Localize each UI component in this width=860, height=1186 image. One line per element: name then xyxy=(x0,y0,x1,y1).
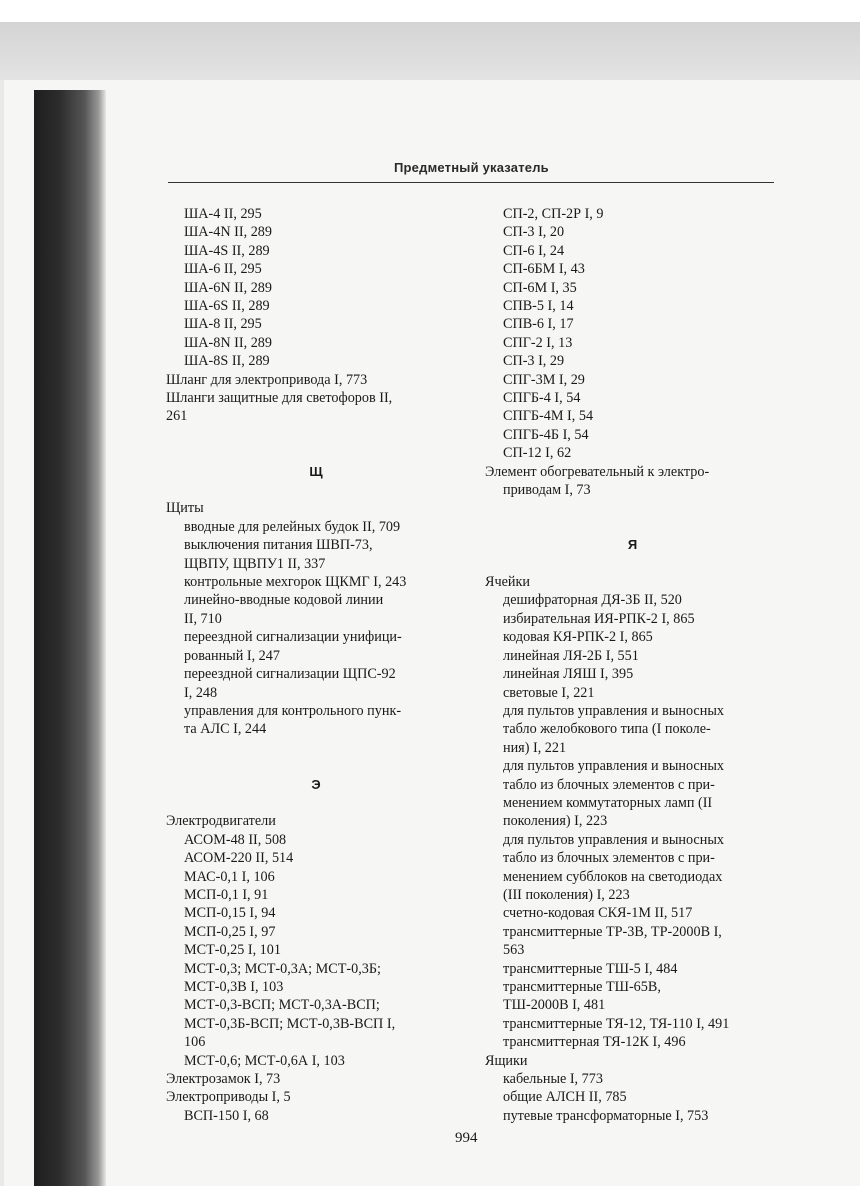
index-entry: Электроприводы I, 5 xyxy=(166,1089,291,1106)
index-entry: табло желобкового типа (I поколе- xyxy=(503,721,711,738)
index-entry: менением субблоков на светодиодах xyxy=(503,868,723,885)
index-entry: для пультов управления и выносных xyxy=(503,702,724,719)
index-entry: та АЛС I, 244 xyxy=(184,721,267,738)
index-entry: 261 xyxy=(166,408,188,425)
index-entry: управления для контрольного пунк- xyxy=(184,702,402,719)
running-head: Предметный указатель xyxy=(394,160,549,175)
index-entry: МСП-0,1 I, 91 xyxy=(184,886,269,903)
index-entry: ША-8N II, 289 xyxy=(184,334,272,351)
index-entry: МСТ-0,3Б-ВСП; МСТ-0,3В-ВСП I, xyxy=(184,1015,396,1032)
spacer xyxy=(485,518,780,536)
top-margin xyxy=(0,0,860,22)
scan-edge xyxy=(0,22,860,80)
spacer xyxy=(166,739,466,757)
index-entry: АСОМ-48 II, 508 xyxy=(184,831,287,848)
index-entry: Ящики xyxy=(485,1052,528,1069)
spacer xyxy=(166,444,466,462)
index-entry: трансмиттерные ТШ-65В, xyxy=(503,979,661,996)
index-entry: рованный I, 247 xyxy=(184,647,280,664)
index-entry: контрольные мехгорок ЩКМГ I, 243 xyxy=(184,574,407,591)
index-entry: вводные для релейных будок II, 709 xyxy=(184,518,401,535)
index-entry: менением коммутаторных ламп (II xyxy=(503,794,713,811)
index-entry: путевые трансформаторные I, 753 xyxy=(503,1107,709,1124)
index-entry: СПГ-3М I, 29 xyxy=(503,371,585,388)
index-entry: переездной сигнализации ЩПС-92 xyxy=(184,666,396,683)
index-column-right xyxy=(485,205,780,1125)
index-entry: СП-2, СП-2Р I, 9 xyxy=(503,206,604,222)
index-entry: световые I, 221 xyxy=(503,684,595,701)
letter-heading: Э xyxy=(311,776,321,792)
index-entry: ЩВПУ, ЩВПУ1 II, 337 xyxy=(184,555,326,572)
index-entry: приводам I, 73 xyxy=(503,482,591,499)
index-entry: табло из блочных элементов с при- xyxy=(503,850,715,867)
index-entry: Шланг для электропривода I, 773 xyxy=(166,371,368,388)
index-entry: кабельные I, 773 xyxy=(503,1071,603,1088)
index-entry: выключения питания ШВП-73, xyxy=(184,537,373,554)
index-entry: счетно-кодовая СКЯ-1М II, 517 xyxy=(503,905,693,922)
index-entry: ША-4S II, 289 xyxy=(184,242,270,259)
index-entry: Элемент обогревательный к электро- xyxy=(485,463,710,480)
index-entry: МСП-0,25 I, 97 xyxy=(184,923,276,940)
index-entry: избирательная ИЯ-РПК-2 I, 865 xyxy=(503,610,695,627)
index-entry: ША-4 II, 295 xyxy=(184,206,262,222)
index-entry: МАС-0,1 I, 106 xyxy=(184,868,275,885)
index-entry: трансмиттерные ТЯ-12, ТЯ-110 I, 491 xyxy=(503,1015,730,1032)
index-entry: СПГБ-4М I, 54 xyxy=(503,408,594,425)
index-entry: ния) I, 221 xyxy=(503,739,567,756)
index-entry: МСТ-0,6; МСТ-0,6А I, 103 xyxy=(184,1052,345,1069)
index-entry: поколения) I, 223 xyxy=(503,813,608,830)
letter-heading: Я xyxy=(627,537,638,553)
index-entry: СПГБ-4 I, 54 xyxy=(503,390,581,407)
spacer xyxy=(485,500,780,518)
index-entry: ША-8 II, 295 xyxy=(184,316,262,333)
index-entry: I, 248 xyxy=(184,684,218,701)
index-entry: трансмиттерная ТЯ-12К I, 496 xyxy=(503,1034,686,1051)
index-entry: СП-6БМ I, 43 xyxy=(503,261,585,278)
index-entry: СПГ-2 I, 13 xyxy=(503,334,573,351)
index-entry: линейная ЛЯШ I, 395 xyxy=(503,666,634,683)
index-entry: линейно-вводные кодовой линии xyxy=(184,592,384,609)
index-entry: СПВ-5 I, 14 xyxy=(503,298,574,315)
index-entry: переездной сигнализации унифици- xyxy=(184,629,402,646)
index-entry: ТШ-2000В I, 481 xyxy=(503,997,606,1014)
index-entry: ША-6N II, 289 xyxy=(184,279,272,296)
index-entry: ША-6 II, 295 xyxy=(184,261,262,278)
index-entry: общие АЛСН II, 785 xyxy=(503,1089,627,1106)
spacer xyxy=(166,481,466,499)
book-binding-shadow xyxy=(34,90,106,1186)
index-entry: СПВ-6 I, 17 xyxy=(503,316,574,333)
index-entry: ША-8S II, 289 xyxy=(184,353,270,370)
index-entry: кодовая КЯ-РПК-2 I, 865 xyxy=(503,629,653,646)
index-entry: МСТ-0,3-ВСП; МСТ-0,3А-ВСП; xyxy=(184,997,380,1014)
spacer xyxy=(166,426,466,444)
index-entry: СП-3 I, 29 xyxy=(503,353,565,370)
index-entry: ВСП-150 I, 68 xyxy=(184,1107,269,1124)
index-entry: дешифраторная ДЯ-3Б II, 520 xyxy=(503,592,682,609)
index-entry: табло из блочных элементов с при- xyxy=(503,776,715,793)
index-entry: СП-3 I, 20 xyxy=(503,224,565,241)
index-entry: Электродвигатели xyxy=(166,813,276,830)
index-entry: 106 xyxy=(184,1034,206,1051)
index-entry: МСП-0,15 I, 94 xyxy=(184,905,276,922)
index-entry: 563 xyxy=(503,942,525,959)
index-entry: ША-4N II, 289 xyxy=(184,224,272,241)
index-entry: линейная ЛЯ-2Б I, 551 xyxy=(503,647,639,664)
index-entry: МСТ-0,3; МСТ-0,3А; МСТ-0,3Б; xyxy=(184,960,381,977)
index-entry: (III поколения) I, 223 xyxy=(503,886,630,903)
letter-heading: Щ xyxy=(309,463,323,479)
index-entry: Щиты xyxy=(166,500,204,517)
spacer xyxy=(166,757,466,775)
index-entry: МСТ-0,25 I, 101 xyxy=(184,942,281,959)
index-column-left xyxy=(166,205,466,1125)
index-entry: ША-6S II, 289 xyxy=(184,298,270,315)
index-entry: трансмиттерные ТШ-5 I, 484 xyxy=(503,960,678,977)
index-entry: для пультов управления и выносных xyxy=(503,831,724,848)
index-entry: II, 710 xyxy=(184,610,222,627)
header-rule xyxy=(168,182,774,183)
page-number: 994 xyxy=(455,1130,478,1146)
index-entry: для пультов управления и выносных xyxy=(503,758,724,775)
index-entry: СПГБ-4Б I, 54 xyxy=(503,426,589,443)
index-entry: СП-6 I, 24 xyxy=(503,242,565,259)
index-entry: СП-12 I, 62 xyxy=(503,445,572,462)
index-entry: МСТ-0,3В I, 103 xyxy=(184,978,284,995)
spacer xyxy=(166,794,466,812)
index-entry: Ячейки xyxy=(485,574,530,591)
index-entry: трансмиттерные ТР-3В, ТР-2000В I, xyxy=(503,923,722,940)
index-entry: Электрозамок I, 73 xyxy=(166,1071,281,1087)
index-entry: АСОМ-220 II, 514 xyxy=(184,850,294,867)
index-entry: Шланги защитные для светофоров II, xyxy=(166,390,393,407)
index-entry: СП-6М I, 35 xyxy=(503,279,577,296)
spacer xyxy=(485,555,780,573)
